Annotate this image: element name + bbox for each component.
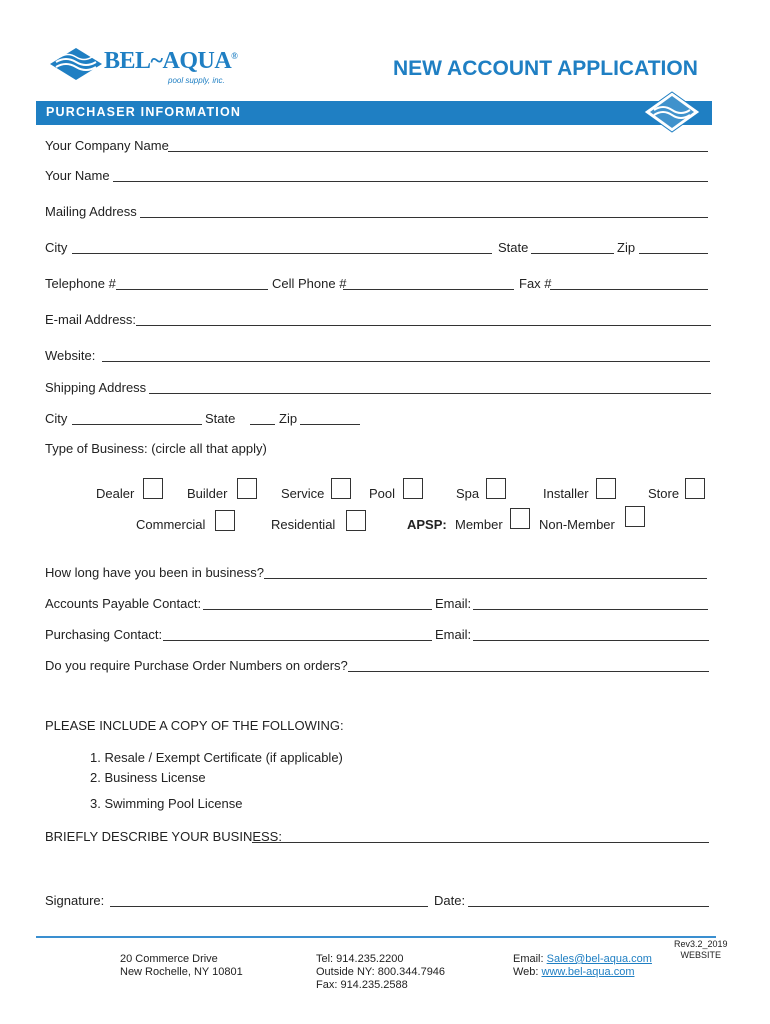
installer-checkbox[interactable] [596, 478, 616, 499]
describe-business-field[interactable] [252, 842, 709, 843]
dealer-label: Dealer [96, 486, 135, 501]
telephone-label: Telephone # [45, 276, 116, 291]
pool-checkbox[interactable] [403, 478, 423, 499]
email-address-label: E-mail Address: [45, 312, 137, 327]
years-in-business-label: How long have you been in business? [45, 565, 264, 580]
spa-checkbox[interactable] [486, 478, 506, 499]
include-heading: PLEASE INCLUDE A COPY OF THE FOLLOWING: [45, 718, 344, 733]
shipping-state-field[interactable] [250, 424, 275, 425]
store-checkbox[interactable] [685, 478, 705, 499]
city-label: City [45, 240, 68, 255]
mailing-address-label: Mailing Address [45, 204, 137, 219]
section-header [36, 101, 712, 125]
shipping-city-label: City [45, 411, 68, 426]
wave-decoration-icon [636, 88, 708, 141]
logo-subtitle: pool supply, inc. [168, 76, 225, 85]
spa-label: Spa [456, 486, 480, 501]
address-line-1: 20 Commerce Drive [120, 953, 218, 965]
shipping-city-field[interactable] [72, 424, 202, 425]
include-item: 2. Business License [90, 770, 206, 785]
signature-label: Signature: [45, 893, 105, 908]
section-header-label: PURCHASER INFORMATION [46, 105, 242, 119]
your-name-field[interactable] [113, 181, 708, 182]
website-tag: WEBSITE [680, 950, 722, 960]
phone-tel: Tel: 914.235.2200 [316, 953, 404, 965]
email-link[interactable]: Sales@bel-aqua.com [546, 953, 652, 965]
service-checkbox[interactable] [331, 478, 351, 499]
date-field[interactable] [468, 906, 709, 907]
residential-checkbox[interactable] [346, 510, 366, 531]
cell-phone-label: Cell Phone # [272, 276, 347, 291]
ap-email-field[interactable] [473, 609, 708, 610]
fax-label: Fax # [519, 276, 552, 291]
state-field[interactable] [531, 253, 614, 254]
state-label: State [498, 240, 529, 255]
describe-business-label: BRIEFLY DESCRIBE YOUR BUSINESS: [45, 829, 282, 844]
purchasing-contact-label: Purchasing Contact: [45, 627, 163, 642]
footer-address [120, 953, 243, 979]
builder-label: Builder [187, 486, 228, 501]
phone-fax: Fax: 914.235.2588 [316, 979, 408, 991]
include-item: 1. Resale / Exempt Certificate (if applicable) [90, 750, 343, 765]
revision-label: Rev3.2_2019 [674, 939, 728, 949]
commercial-label: Commercial [136, 517, 206, 532]
page-title: NEW ACCOUNT APPLICATION [393, 57, 698, 80]
shipping-state-label: State [205, 411, 236, 426]
revision-info [674, 939, 728, 961]
email-address-field[interactable] [136, 325, 711, 326]
non-member-label: Non-Member [539, 517, 615, 532]
zip-label: Zip [617, 240, 636, 255]
company-name-field[interactable] [168, 151, 708, 152]
pool-label: Pool [369, 486, 396, 501]
bel-aqua-logo [48, 46, 104, 82]
business-type-label: Type of Business: (circle all that apply) [45, 441, 267, 456]
zip-field[interactable] [639, 253, 708, 254]
residential-label: Residential [271, 517, 336, 532]
service-label: Service [281, 486, 325, 501]
include-item: 3. Swimming Pool License [90, 796, 243, 811]
web-link[interactable]: www.bel-aqua.com [541, 966, 635, 978]
installer-label: Installer [543, 486, 589, 501]
telephone-field[interactable] [116, 289, 268, 290]
shipping-address-field[interactable] [149, 393, 711, 394]
years-in-business-field[interactable] [264, 578, 707, 579]
purchasing-email-field[interactable] [473, 640, 709, 641]
shipping-zip-label: Zip [279, 411, 298, 426]
shipping-zip-field[interactable] [300, 424, 360, 425]
ap-email-label: Email: [435, 596, 472, 611]
footer-contact [513, 953, 652, 979]
po-required-label: Do you require Purchase Order Numbers on orders? [45, 658, 348, 673]
non-member-checkbox[interactable] [625, 506, 645, 527]
logo-brand: BEL~AQUA® [104, 48, 238, 74]
wave-logo-icon [48, 46, 104, 82]
email-label: Email: [513, 953, 544, 965]
builder-checkbox[interactable] [237, 478, 257, 499]
shipping-address-label: Shipping Address [45, 380, 147, 395]
your-name-label: Your Name [45, 168, 110, 183]
address-line-2: New Rochelle, NY 10801 [120, 966, 243, 978]
footer-divider [36, 936, 716, 938]
accounts-payable-field[interactable] [203, 609, 432, 610]
purchasing-contact-field[interactable] [163, 640, 432, 641]
apsp-label: APSP: [407, 517, 447, 532]
date-label: Date: [434, 893, 466, 908]
dealer-checkbox[interactable] [143, 478, 163, 499]
company-name-label: Your Company Name [45, 138, 169, 153]
fax-field[interactable] [550, 289, 708, 290]
website-field[interactable] [102, 361, 710, 362]
member-label: Member [455, 517, 503, 532]
store-label: Store [648, 486, 680, 501]
signature-field[interactable] [110, 906, 428, 907]
cell-phone-field[interactable] [343, 289, 514, 290]
city-field[interactable] [72, 253, 492, 254]
accounts-payable-label: Accounts Payable Contact: [45, 596, 202, 611]
footer-phones [316, 953, 445, 992]
commercial-checkbox[interactable] [215, 510, 235, 531]
mailing-address-field[interactable] [140, 217, 708, 218]
po-required-field[interactable] [348, 671, 709, 672]
phone-outside-ny: Outside NY: 800.344.7946 [316, 966, 446, 978]
website-label: Website: [45, 348, 96, 363]
member-checkbox[interactable] [510, 508, 530, 529]
purchasing-email-label: Email: [435, 627, 472, 642]
web-label: Web: [513, 966, 539, 978]
